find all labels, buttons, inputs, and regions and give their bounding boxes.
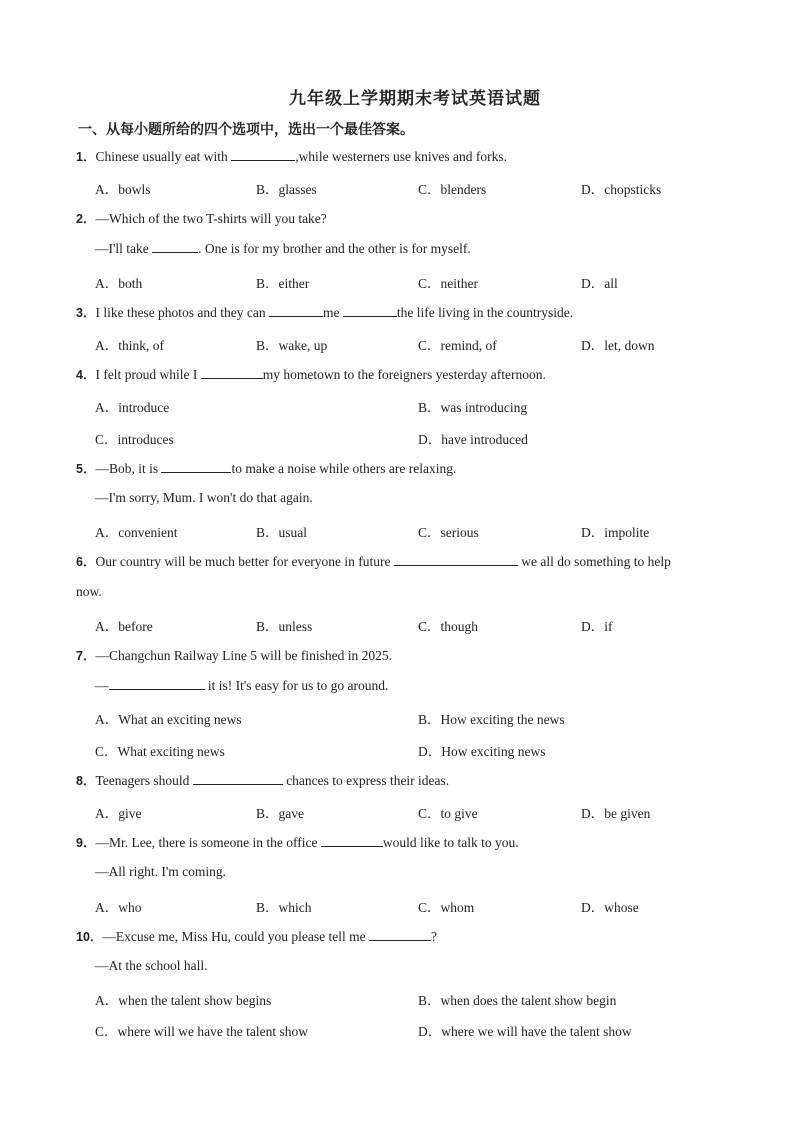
question-text: —I'll take: [95, 241, 153, 256]
answer-blank: [161, 460, 231, 473]
option-d[interactable]: D．all: [581, 276, 618, 291]
question-number: 1．: [76, 150, 96, 164]
question-text: ?: [430, 929, 437, 944]
question-number: 6．: [76, 555, 96, 569]
question-text: —Excuse me, Miss Hu, could you please tell me: [102, 929, 369, 944]
answer-blank: [109, 677, 205, 690]
question-5-reply: —I'm sorry, Mum. I won't do that again.: [95, 490, 313, 505]
question-text: it is! It's easy for us to go around.: [204, 678, 389, 693]
question-number: 3．: [76, 306, 96, 320]
question-text: ,while westerners use knives and forks.: [295, 149, 508, 164]
option-d[interactable]: D．be given: [581, 806, 651, 821]
answer-blank: [369, 928, 431, 941]
option-a[interactable]: A．introduce: [95, 400, 170, 415]
option-b[interactable]: B．glasses: [256, 182, 317, 197]
question-text: I like these photos and they can: [95, 305, 270, 320]
question-6: [76, 552, 671, 570]
option-b[interactable]: B．when does the talent show begin: [418, 993, 617, 1008]
answer-blank: [269, 304, 323, 317]
question-text: to make a noise while others are relaxing.: [231, 461, 457, 476]
question-text: —Changchun Railway Line 5 will be finished in 2025.: [95, 648, 393, 663]
answer-blank: [321, 834, 383, 847]
option-b[interactable]: B．unless: [256, 619, 313, 634]
option-a[interactable]: A．convenient: [95, 525, 178, 540]
option-a[interactable]: A．think, of: [95, 338, 164, 353]
question-number: 9．: [76, 836, 96, 850]
option-a[interactable]: A．when the talent show begins: [95, 993, 272, 1008]
question-number: 7．: [76, 649, 96, 663]
question-number: 10．: [76, 930, 103, 944]
option-b[interactable]: B．either: [256, 276, 310, 291]
option-c[interactable]: C．though: [418, 619, 479, 634]
option-c[interactable]: C．where will we have the talent show: [95, 1024, 308, 1039]
option-a[interactable]: A．bowls: [95, 182, 151, 197]
answer-blank: [394, 553, 518, 566]
section-heading: 一、从每小题所给的四个选项中，选出一个最佳答案。: [78, 122, 414, 138]
question-number: 8．: [76, 774, 96, 788]
question-text: Chinese usually eat with: [95, 149, 232, 164]
option-c[interactable]: C．blenders: [418, 182, 487, 197]
option-d[interactable]: D．let, down: [581, 338, 655, 353]
option-c[interactable]: C．serious: [418, 525, 479, 540]
option-a[interactable]: A．both: [95, 276, 143, 291]
option-d[interactable]: D．impolite: [581, 525, 650, 540]
question-text: . One is for my brother and the other is for myself.: [198, 241, 471, 256]
question-number: 2．: [76, 212, 96, 226]
option-a[interactable]: A．before: [95, 619, 153, 634]
question-text: would like to talk to you.: [382, 835, 519, 850]
question-text: —Mr. Lee, there is someone in the office: [95, 835, 321, 850]
question-text: the life living in the countryside.: [396, 305, 574, 320]
question-text: me: [323, 305, 343, 320]
answer-blank: [231, 148, 295, 161]
question-text: my hometown to the foreigners yesterday afternoon.: [262, 367, 546, 382]
question-number: 4．: [76, 368, 96, 382]
option-c[interactable]: C．to give: [418, 806, 478, 821]
option-c[interactable]: C．introduces: [95, 432, 174, 447]
option-a[interactable]: A．who: [95, 900, 142, 915]
question-text: —: [95, 678, 109, 693]
option-a[interactable]: A．What an exciting news: [95, 712, 242, 727]
question-8: [76, 771, 449, 789]
option-c[interactable]: C．What exciting news: [95, 744, 225, 759]
question-text: Teenagers should: [95, 773, 193, 788]
question-text: we all do something to help: [517, 554, 671, 569]
question-text: I felt proud while I: [95, 367, 201, 382]
option-b[interactable]: B．How exciting the news: [418, 712, 565, 727]
question-text: chances to express their ideas.: [282, 773, 450, 788]
option-b[interactable]: B．wake, up: [256, 338, 328, 353]
option-a[interactable]: A．give: [95, 806, 142, 821]
option-d[interactable]: D．if: [581, 619, 613, 634]
option-d[interactable]: D．where we will have the talent show: [418, 1024, 632, 1039]
question-number: 5．: [76, 462, 96, 476]
answer-blank: [343, 304, 397, 317]
answer-blank: [193, 772, 283, 785]
option-b[interactable]: B．usual: [256, 525, 308, 540]
option-c[interactable]: C．whom: [418, 900, 475, 915]
option-c[interactable]: C．neither: [418, 276, 478, 291]
option-d[interactable]: D．How exciting news: [418, 744, 546, 759]
option-b[interactable]: B．was introducing: [418, 400, 528, 415]
option-d[interactable]: D．have introduced: [418, 432, 528, 447]
question-text: —Which of the two T-shirts will you take?: [95, 211, 327, 226]
answer-blank: [201, 366, 263, 379]
option-b[interactable]: B．gave: [256, 806, 304, 821]
question-3: [76, 303, 573, 321]
question-2-line: [95, 240, 471, 257]
option-d[interactable]: D．chopsticks: [581, 182, 662, 197]
question-10: [76, 927, 437, 945]
question-7: [76, 646, 392, 664]
question-4: [76, 365, 546, 383]
option-c[interactable]: C．remind, of: [418, 338, 497, 353]
page-title: 九年级上学期期末考试英语试题: [289, 89, 541, 109]
question-5: [76, 459, 456, 477]
question-text: Our country will be much better for everyone in future: [95, 554, 394, 569]
question-7-reply: [95, 677, 388, 694]
question-text: —Bob, it is: [95, 461, 162, 476]
answer-blank: [152, 240, 198, 253]
question-9: [76, 833, 519, 851]
option-b[interactable]: B．which: [256, 900, 312, 915]
question-9-reply: —All right. I'm coming.: [95, 864, 227, 879]
question-10-reply: —At the school hall.: [95, 958, 208, 973]
question-6-wrap: now.: [76, 584, 102, 599]
question-1: [76, 147, 507, 165]
option-d[interactable]: D．whose: [581, 900, 639, 915]
question-2: [76, 209, 327, 227]
